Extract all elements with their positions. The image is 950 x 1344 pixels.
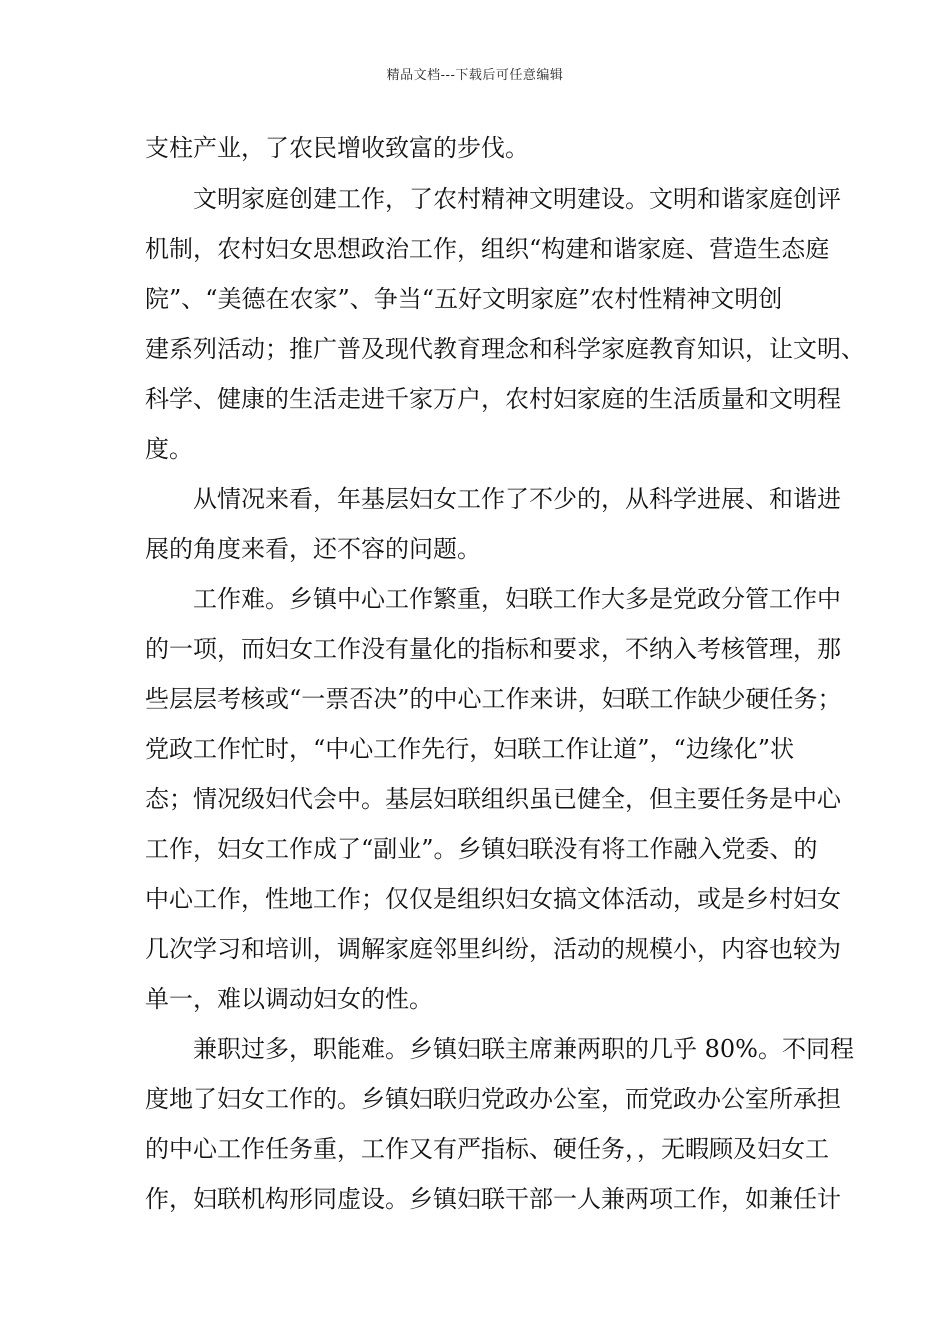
text-line: 机制，农村妇女思想政治工作，组织“构建和谐家庭、营造生态庭 xyxy=(145,235,830,263)
text-line: 展的角度来看，还不容的问题。 xyxy=(145,535,481,563)
text-line: 的中心工作任务重，工作又有严指标、硬任务，，无暇顾及妇女工 xyxy=(145,1135,829,1163)
text-line: 作，妇联机构形同虚设。乡镇妇联干部一人兼两项工作，如兼任计 xyxy=(145,1185,841,1213)
text-line: 的一项，而妇女工作没有量化的指标和要求，不纳入考核管理，那 xyxy=(145,635,841,663)
text-line: 中心工作，性地工作；仅仅是组织妇女搞文体活动，或是乡村妇女 xyxy=(145,885,841,913)
text-line: 单一，难以调动妇女的性。 xyxy=(145,985,433,1013)
text-line: 几次学习和培训，调解家庭邻里纠纷，活动的规模小，内容也较为 xyxy=(145,935,841,963)
text-line: 文明家庭创建工作，了农村精神文明建设。文明和谐家庭创评 xyxy=(193,185,841,213)
text-line: 度。 xyxy=(145,435,193,463)
text-line: 度地了妇女工作的。乡镇妇联归党政办公室，而党政办公室所承担 xyxy=(145,1085,841,1113)
text-line: 支柱产业，了农民增收致富的步伐。 xyxy=(145,134,529,162)
text-line: 些层层考核或“一票否决”的中心工作来讲，妇联工作缺少硬任务； xyxy=(145,685,842,713)
text-line: 态；情况级妇代会中。基层妇联组织虽已健全，但主要任务是中心 xyxy=(145,785,841,813)
page-header: 精品文档---下载后可任意编辑 xyxy=(386,68,564,83)
text-line: 建系列活动；推广普及现代教育理念和科学家庭教育知识，让文明、 xyxy=(145,335,865,363)
text-line: 从情况来看，年基层妇女工作了不少的，从科学进展、和谐进 xyxy=(193,485,841,513)
text-line: 工作，妇女工作成了“副业”。乡镇妇联没有将工作融入党委、的 xyxy=(145,835,818,863)
text-line: 兼职过多，职能难。乡镇妇联主席兼两职的几乎 80%。不同程 xyxy=(193,1035,854,1063)
text-line: 科学、健康的生活走进千家万户，农村妇家庭的生活质量和文明程 xyxy=(145,385,841,413)
text-line: 党政工作忙时，“中心工作先行，妇联工作让道”，“边缘化”状 xyxy=(145,735,795,763)
text-line: 院”、“美德在农家”、争当“五好文明家庭”农村性精神文明创 xyxy=(145,285,783,313)
text-line: 工作难。乡镇中心工作繁重，妇联工作大多是党政分管工作中 xyxy=(193,585,841,613)
